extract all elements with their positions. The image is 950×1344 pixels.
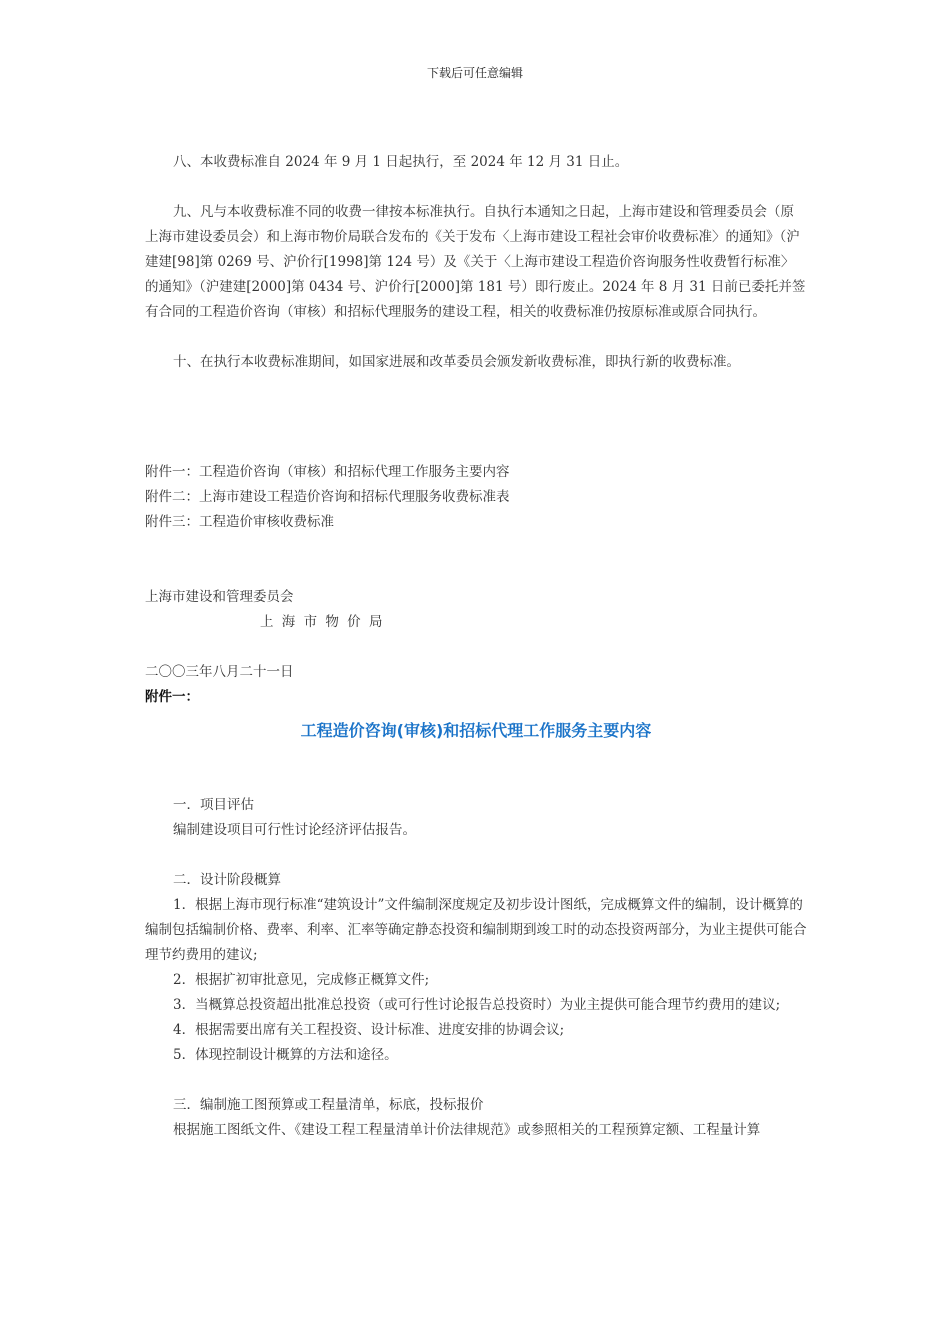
document-body	[145, 150, 807, 1143]
clause-8: 八、本收费标准自 2024 年 9 月 1 日起执行，至 2024 年 12 月 31 日止。	[173, 154, 629, 170]
section-2-item-1: 1．根据上海市现行标准“建筑设计”文件编制深度规定及初步设计图纸，完成概算文件的编制，设计概算的编制包括编制价格、费率、利率、汇率等确定静态投资和编制期到竣工时的动态投资两部分，为业主提供可能合理节约费用的建议;	[145, 897, 807, 963]
section-1-title: 一．项目评估	[173, 797, 254, 813]
section-2-item-4: 4．根据需要出席有关工程投资、设计标准、进度安排的协调会议;	[173, 1022, 565, 1038]
section-2-item-3: 3．当概算总投资超出批准总投资（或可行性讨论报告总投资时）为业主提供可能合理节约费用的建议;	[173, 997, 781, 1013]
section-2-title: 二．设计阶段概算	[173, 872, 281, 888]
annex-title: 工程造价咨询(审核)和招标代理工作服务主要内容	[300, 721, 652, 740]
attachment-2: 附件二：上海市建设工程造价咨询和招标代理服务收费标准表	[145, 489, 510, 505]
signature-date: 二〇〇三年八月二十一日	[145, 664, 294, 680]
section-1-body: 编制建设项目可行性讨论经济评估报告。	[173, 822, 416, 838]
signature-org-1: 上海市建设和管理委员会	[145, 589, 294, 605]
section-2-item-2: 2．根据扩初审批意见，完成修正概算文件;	[173, 972, 430, 988]
signature-org-2: 上 海 市 物 价 局	[260, 614, 385, 630]
section-3-body: 根据施工图纸文件、《建设工程工程量清单计价法律规范》或参照相关的工程预算定额、工程量计算	[173, 1122, 761, 1138]
attachment-1: 附件一：工程造价咨询（审核）和招标代理工作服务主要内容	[145, 464, 510, 480]
section-3-title: 三．编制施工图预算或工程量清单，标底，投标报价	[173, 1097, 484, 1113]
section-2-item-5: 5．体现控制设计概算的方法和途径。	[173, 1047, 398, 1063]
page-header: 下载后可任意编辑	[426, 66, 523, 80]
attachment-3: 附件三：工程造价审核收费标准	[145, 514, 334, 530]
clause-9: 九、凡与本收费标准不同的收费一律按本标准执行。自执行本通知之日起，上海市建设和管理委员会（原上海市建设委员会）和上海市物价局联合发布的《关于发布〈上海市建设工程社会审价收费标准〉的通知》（沪建建[98]第 0269 号、沪价行[1998]第 124 号）及《关于〈上海市建设工程造价咨询服务性收费暂行标准〉的通知》（沪建建[2000]第 0434 号、沪价行[2000]第 181 号）即行废止。2024 年 8 月 31 日前已委托并签有合同的工程造价咨询（审核）和招标代理服务的建设工程，相关的收费标准仍按原标准或原合同执行。	[145, 204, 806, 320]
annex-label: 附件一：	[145, 689, 199, 705]
clause-10: 十、在执行本收费标准期间，如国家进展和改革委员会颁发新收费标准，即执行新的收费标准。	[173, 354, 740, 370]
